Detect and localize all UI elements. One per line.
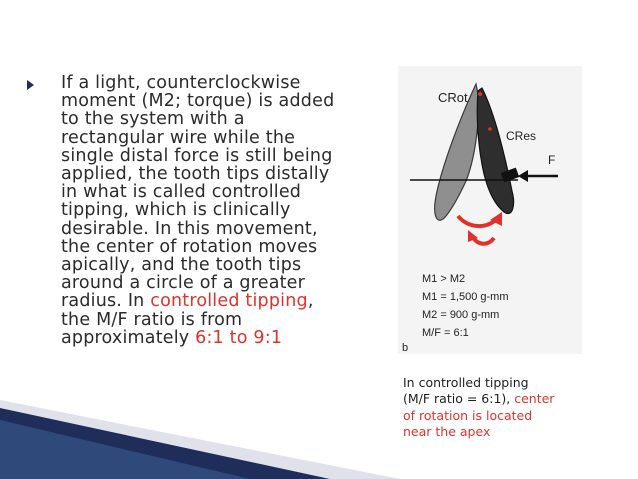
figure-data-line: M1 > M2: [422, 273, 466, 285]
bullet-line: tipping, which is clinically: [61, 200, 291, 221]
bullet-line: desirable. In this movement,: [61, 218, 318, 239]
crot-point: [478, 92, 482, 96]
bullet-text: [61, 74, 391, 347]
bullet-line: the center of rotation moves: [61, 236, 318, 257]
bullet-line: the M/F ratio is from: [61, 309, 243, 330]
bullet-line: rectangular wire while the: [61, 127, 296, 148]
bullet-line: moment (M2; torque) is added: [61, 91, 335, 112]
bullet-line: single distal force is still being: [61, 145, 333, 166]
bullet-line-text: radius. In: [61, 291, 145, 312]
bullet-line-text: approximately: [61, 327, 190, 348]
tooth-figure: [398, 66, 582, 354]
bullet-line: [61, 292, 391, 310]
bullet-line: [61, 329, 391, 347]
bullet-punct: ,: [307, 291, 314, 312]
decorative-stripe: [0, 400, 400, 479]
caption-highlight: of rotation is located: [403, 407, 533, 423]
label-force: F: [548, 153, 556, 167]
figure-data-line: M/F = 6:1: [422, 327, 469, 339]
bullet-line: to the system with a: [61, 109, 245, 130]
label-crot: CRot: [438, 90, 468, 105]
bullet-line: If a light, counterclockwise: [61, 73, 301, 93]
bullet-arrow-icon: [27, 80, 34, 90]
label-cres: CRes: [506, 129, 537, 143]
caption-highlight: center: [514, 391, 555, 407]
cres-point: [488, 127, 492, 131]
caption-line: [403, 391, 603, 407]
caption-line: In controlled tipping: [403, 375, 529, 390]
highlight-ratio-range: 6:1 to 9:1: [195, 327, 283, 348]
highlight-controlled-tipping: controlled tipping: [150, 291, 308, 312]
figure-data-line: M2 = 900 g-mm: [422, 309, 500, 321]
figure-data-line: M1 = 1,500 g-mm: [422, 291, 509, 303]
bullet-line: applied, the tooth tips distally: [61, 164, 330, 185]
bullet-line: around a circle of a greater: [61, 273, 306, 294]
bullet-line: in what is called controlled: [61, 182, 302, 203]
bullet-line: apically, and the tooth tips: [61, 255, 302, 276]
tooth-diagram: [398, 66, 582, 354]
caption-text: (M/F ratio = 6:1),: [403, 391, 511, 407]
figure-caption: [403, 375, 603, 441]
panel-letter: b: [402, 342, 409, 354]
caption-highlight: near the apex: [403, 424, 491, 440]
